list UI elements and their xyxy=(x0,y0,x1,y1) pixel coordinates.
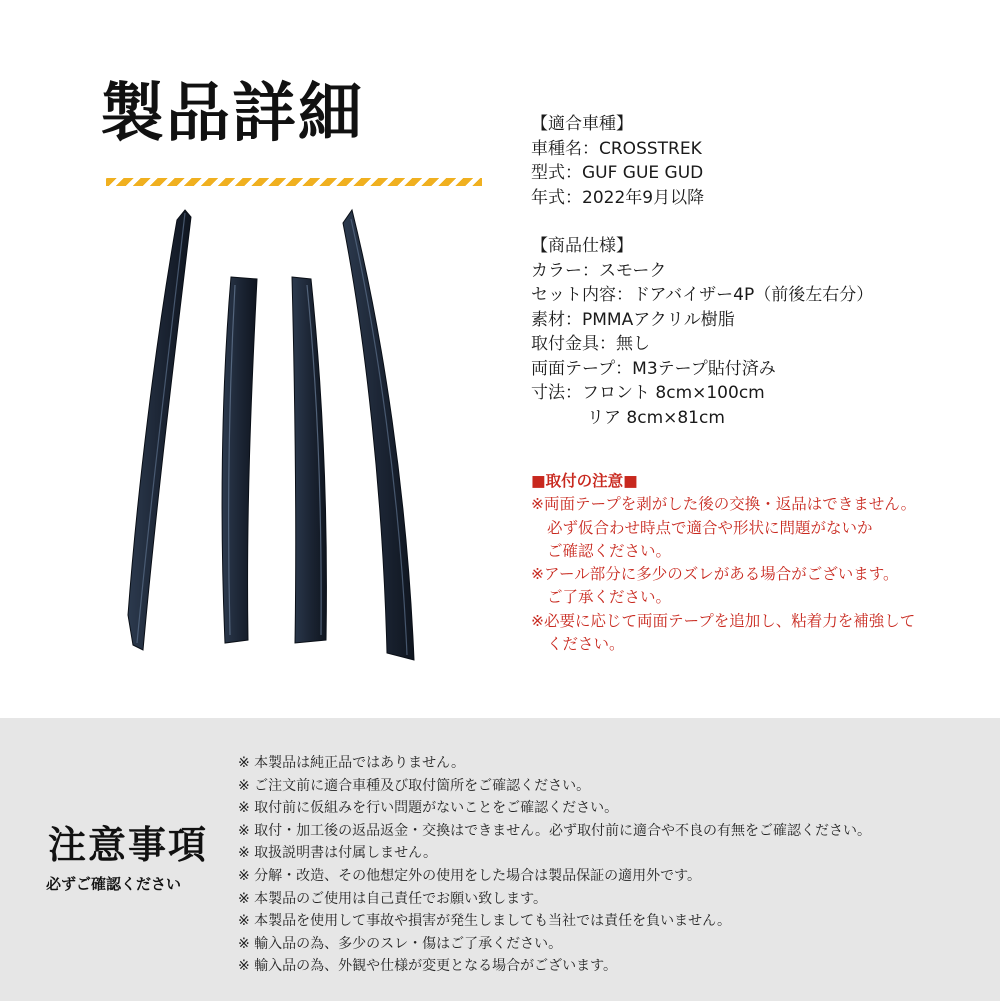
caution-item: ※ 取扱説明書は付属しません。 xyxy=(238,845,438,862)
caution-item: ※ 本製品を使用して事故や損害が発生しましても当社では責任を負いません。 xyxy=(238,913,732,930)
install-note-line: 必ず仮合わせ時点で適合や形状に問題がないか xyxy=(547,518,873,537)
caution-item: ※ 本製品のご使用は自己責任でお願い致します。 xyxy=(238,890,548,907)
spec-section xyxy=(531,112,981,430)
install-note-line: ※両面テープを剥がした後の交換・返品はできません。 xyxy=(531,495,917,514)
spec-tape: 両面テープ：M3テープ貼付済み xyxy=(531,358,776,379)
install-note-line: ください。 xyxy=(547,635,625,654)
caution-list xyxy=(238,752,988,978)
caution-subtitle: 必ずご確認ください xyxy=(46,875,182,893)
caution-item: ※ 取付・加工後の返品返金・交換はできません。必ず取付前に適合や不良の有無をご確認ください。 xyxy=(238,822,872,839)
install-note-line: ※必要に応じて両面テープを追加し、粘着力を補強して xyxy=(531,611,916,630)
install-notes-header: ■取付の注意■ xyxy=(531,472,638,490)
caution-title: 注意事項 xyxy=(48,823,209,867)
caution-item: ※ 分解・改造、その他想定外の使用をした場合は製品保証の適用外です。 xyxy=(238,867,702,884)
product-image-door-visors xyxy=(115,195,445,670)
spec-size-front: 寸法：フロント 8cm×100cm xyxy=(531,383,765,403)
spec-year: 年式：2022年9月以降 xyxy=(531,187,705,208)
install-note-line: ※アール部分に多少のズレがある場合がございます。 xyxy=(531,565,899,584)
page-title: 製品詳細 xyxy=(100,77,364,151)
caution-item: ※ ご注文前に適合車種及び取付箇所をご確認ください。 xyxy=(238,777,591,794)
visor-rear-left xyxy=(222,277,257,643)
spec-material: 素材：PMMAアクリル樹脂 xyxy=(531,309,735,330)
caution-item: ※ 本製品は純正品ではありません。 xyxy=(238,755,466,771)
install-notes xyxy=(531,470,991,656)
caution-item: ※ 輸入品の為、多少のスレ・傷はご了承ください。 xyxy=(238,935,563,952)
compat-header: 【適合車種】 xyxy=(531,114,633,134)
spec-size-rear: リア 8cm×81cm xyxy=(587,407,725,428)
title-underline-stripe xyxy=(106,178,482,186)
spec-set: セット内容：ドアバイザー4P（前後左右分） xyxy=(531,285,874,305)
spec-type: 型式：GUF GUE GUD xyxy=(531,163,704,183)
spec-color: カラー：スモーク xyxy=(531,260,667,281)
install-note-line: ご確認ください。 xyxy=(547,541,672,560)
product-spec-header: 【商品仕様】 xyxy=(531,236,633,256)
spec-model: 車種名：CROSSTREK xyxy=(531,138,702,159)
caution-item: ※ 取付前に仮組みを行い問題がないことをご確認ください。 xyxy=(238,800,619,817)
install-note-line: ご了承ください。 xyxy=(547,588,672,607)
caution-item: ※ 輸入品の為、外観や仕様が変更となる場合がございます。 xyxy=(238,958,618,975)
spec-fittings: 取付金具：無し xyxy=(531,334,650,354)
spec-spacer xyxy=(531,210,981,234)
